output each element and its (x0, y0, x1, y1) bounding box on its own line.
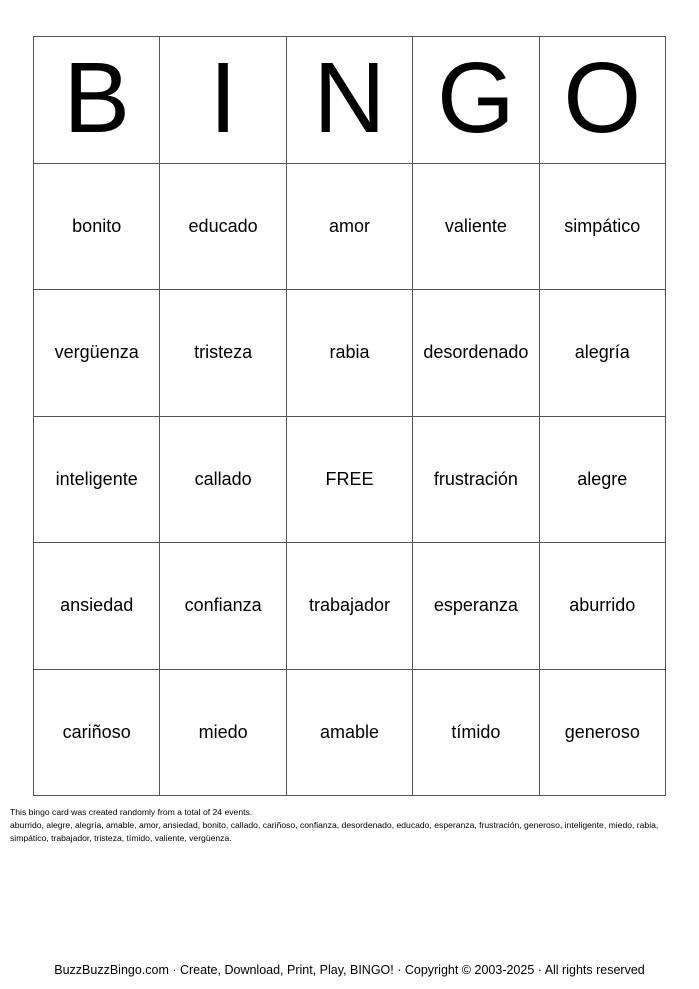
card-info-summary: This bingo card was created randomly from a total of 24 events. (10, 807, 253, 817)
bingo-cell: simpático (540, 164, 666, 291)
bingo-cell: desordenado (413, 290, 539, 417)
card-info-word-list: aburrido, alegre, alegría, amable, amor, ansiedad, bonito, callado, cariñoso, confianza, desordenado, educado, esperanza, frustración, generoso, inteligente, miedo, rabia, simpático, trabajador, tristeza, tímido, valiente, vergüenza. (10, 820, 659, 843)
header-letter-b: B (34, 37, 160, 164)
bingo-cell: tristeza (160, 290, 286, 417)
bingo-cell: vergüenza (34, 290, 160, 417)
header-letter-i: I (160, 37, 286, 164)
bingo-cell: confianza (160, 543, 286, 670)
bingo-cell: trabajador (287, 543, 413, 670)
bingo-cell: callado (160, 417, 286, 544)
bingo-cell: tímido (413, 670, 539, 797)
card-info (10, 806, 690, 845)
bingo-cell: aburrido (540, 543, 666, 670)
bingo-cell: frustración (413, 417, 539, 544)
bingo-cell: educado (160, 164, 286, 291)
bingo-cell: miedo (160, 670, 286, 797)
bingo-cell: cariñoso (34, 670, 160, 797)
free-space-cell: FREE (287, 417, 413, 544)
bingo-cell: rabia (287, 290, 413, 417)
bingo-cell: bonito (34, 164, 160, 291)
bingo-cell: valiente (413, 164, 539, 291)
header-letter-n: N (287, 37, 413, 164)
bingo-cell: amable (287, 670, 413, 797)
bingo-cell: alegría (540, 290, 666, 417)
header-letter-g: G (413, 37, 539, 164)
bingo-cell: generoso (540, 670, 666, 797)
page-footer: BuzzBuzzBingo.com · Create, Download, Print, Play, BINGO! · Copyright © 2003-2025 · All rights reserved (54, 963, 645, 977)
bingo-cell: inteligente (34, 417, 160, 544)
bingo-card (33, 36, 666, 796)
header-letter-o: O (540, 37, 666, 164)
bingo-cell: amor (287, 164, 413, 291)
bingo-cell: esperanza (413, 543, 539, 670)
bingo-cell: alegre (540, 417, 666, 544)
bingo-cell: ansiedad (34, 543, 160, 670)
